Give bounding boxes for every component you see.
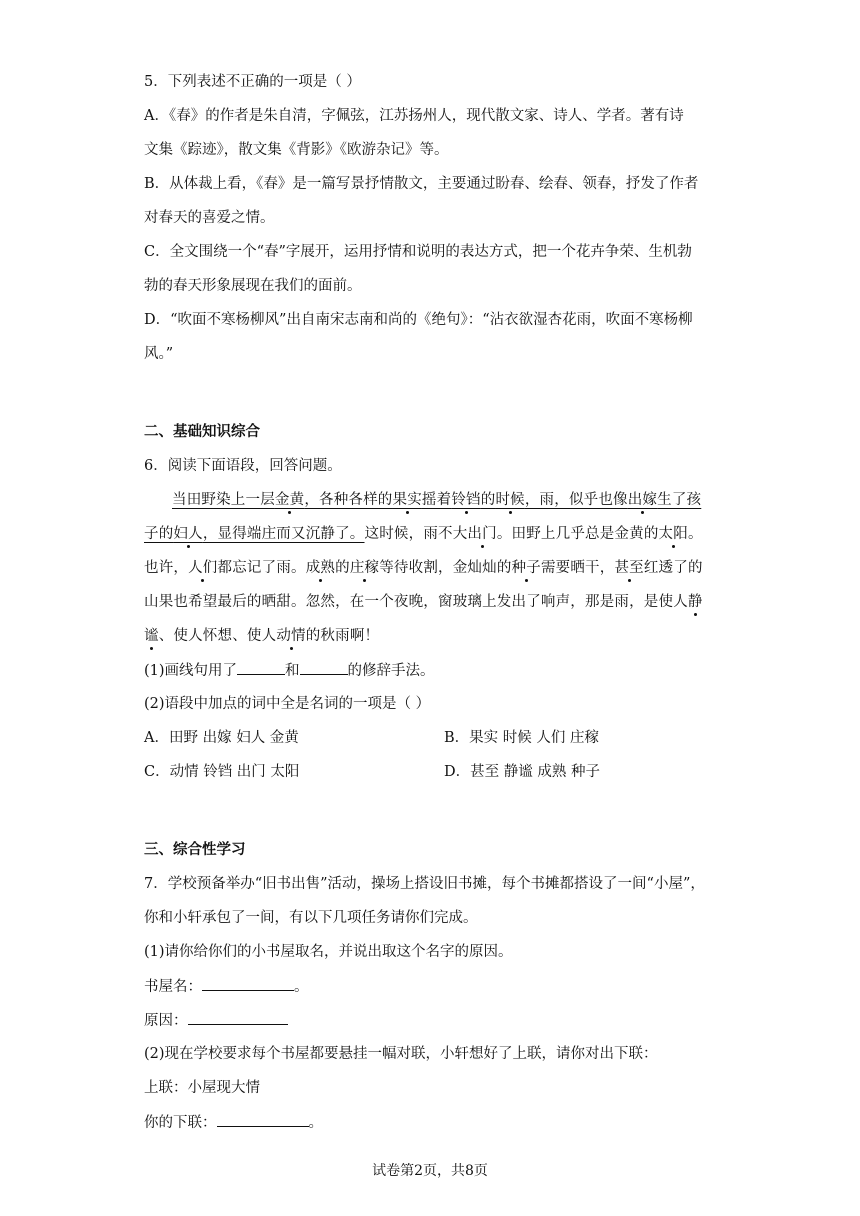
- q7-stem-line1: 7．学校预备举办“旧书出售”活动，操场上搭设旧书摊，每个书摊都搭设了一间“小屋”，: [144, 876, 705, 892]
- bookshop-name-blank[interactable]: [202, 976, 294, 991]
- passage-line-2: 子的妇人，显得端庄而又沉静了。这时候，雨不大出门。田野上几乎总是金黄的太阳。: [144, 526, 703, 542]
- q7-stem-line2: 你和小轩承包了一间，有以下几项任务请你们完成。: [144, 910, 478, 926]
- q5-option-c-line1: C．全文围绕一个“春”字展开，运用抒情和说明的表达方式，把一个花卉争荣、生机勃: [144, 244, 692, 260]
- q6-option-c: C．动情 铃铛 出门 太阳: [144, 764, 300, 780]
- bookshop-name-line: 书屋名： 。: [144, 976, 309, 997]
- answer-blank-1[interactable]: [237, 660, 285, 675]
- passage-line-1: [172, 490, 701, 510]
- q6-option-a: A．田野 出嫁 妇人 金黄: [144, 730, 299, 746]
- answer-blank-2[interactable]: [300, 660, 348, 675]
- section-title-basic-knowledge: 二、基础知识综合: [144, 423, 260, 440]
- lower-couplet-line: 你的下联： 。: [144, 1112, 323, 1133]
- upper-couplet: 上联：小屋现大情: [144, 1080, 260, 1096]
- q5-option-b-line2: 对春天的喜爱之情。: [144, 210, 275, 226]
- q6-sub2: (2)语段中加点的词中全是名词的一项是（ ）: [144, 696, 431, 712]
- passage-line-4: 山果也希望最后的晒甜。忽然，在一个夜晚，窗玻璃上发出了响声，那是雨，是使人静: [144, 594, 703, 610]
- q6-stem: 6．阅读下面语段，回答问题。: [144, 458, 342, 474]
- q5-option-d-line2: 风。”: [144, 346, 174, 362]
- q6-sub1: (1)画线句用了 和 的修辞手法。: [144, 660, 435, 681]
- q5-option-d-line1: D．“吹面不寒杨柳风”出自南宋志南和尚的《绝句》：“沾衣欲湿杏花雨，吹面不寒杨柳: [144, 312, 693, 328]
- underlined-sentence-part1: 当田野染上一层金黄，各种各样的果实摇着铃铛的时候，雨，似乎也像出嫁生了孩: [172, 492, 702, 508]
- q5-option-a-line2: 文集《踪迹》，散文集《背影》《欧游杂记》等。: [144, 142, 449, 158]
- q5-option-a-line1: A．《春》的作者是朱自清，字佩弦，江苏扬州人，现代散文家、诗人、学者。著有诗: [144, 108, 684, 124]
- underlined-sentence-part2: 子的妇人，显得端庄而又沉静了。: [144, 526, 365, 542]
- q7-sub1: (1)请你给你们的小书屋取名，并说出取这个名字的原因。: [144, 944, 513, 960]
- reason-blank[interactable]: [188, 1010, 288, 1025]
- passage-line-3: 也许，人们都忘记了雨。成熟的庄稼等待收割，金灿灿的种子需要晒干，甚至红透了的: [144, 560, 703, 576]
- q5-option-b-line1: B．从体裁上看，《春》是一篇写景抒情散文，主要通过盼春、绘春、领春，抒发了作者: [144, 176, 699, 192]
- q6-option-d: D．甚至 静谧 成熟 种子: [444, 764, 600, 780]
- q5-stem: 5．下列表述不正确的一项是（ ）: [144, 74, 361, 90]
- reason-line: 原因：: [144, 1010, 288, 1031]
- q5-option-c-line2: 勃的春天形象展现在我们的面前。: [144, 278, 362, 294]
- section-title-comprehensive-study: 三、综合性学习: [144, 841, 246, 858]
- page-footer: 试卷第2页，共8页: [372, 1163, 488, 1179]
- lower-couplet-blank[interactable]: [217, 1112, 309, 1127]
- q7-sub2: (2)现在学校要求每个书屋都要悬挂一幅对联，小轩想好了上联，请你对出下联：: [144, 1046, 658, 1062]
- q6-option-b: B．果实 时候 人们 庄稼: [444, 730, 599, 746]
- passage-line-5: 谧、使人怀想、使人动情的秋雨啊！: [144, 628, 380, 644]
